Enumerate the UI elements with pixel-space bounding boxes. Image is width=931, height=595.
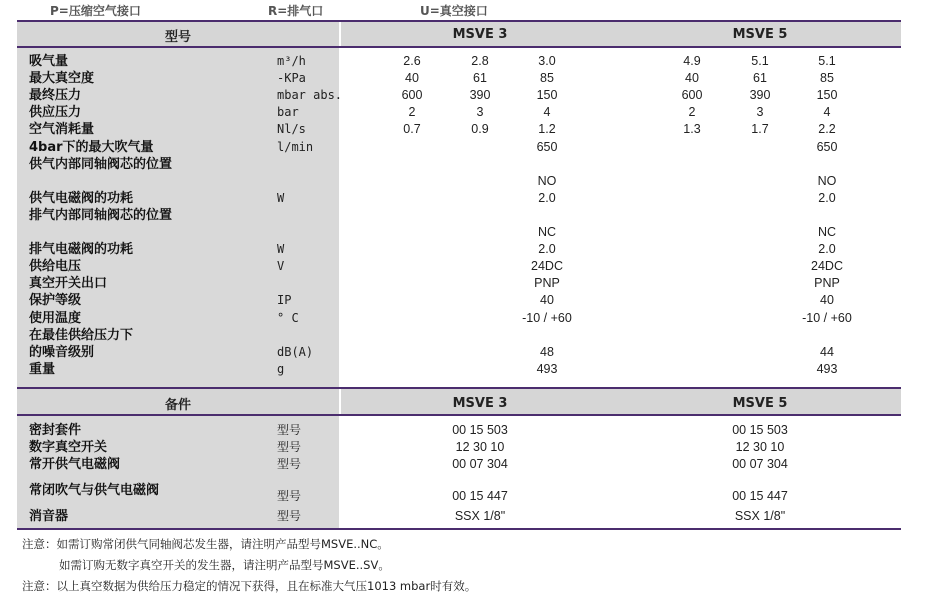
spec-value-msve3: 0.9 xyxy=(471,122,489,136)
acc-row-label: 消音器 xyxy=(29,509,69,524)
acc-row-label: 密封套件 xyxy=(29,423,82,438)
spec-row-unit: W xyxy=(277,242,285,256)
acc-row-label: 常开供气电磁阀 xyxy=(29,457,121,472)
spec-value-msve3: 2.6 xyxy=(403,54,421,68)
acc-value-msve5: 00 07 304 xyxy=(732,457,788,471)
acc-header-parts: 备件 xyxy=(164,398,191,413)
spec-value-msve5: 2 xyxy=(688,105,696,119)
spec-value-msve5: 40 xyxy=(685,71,699,85)
spec-value-msve5: 1.3 xyxy=(683,122,701,136)
spec-value-msve5: 390 xyxy=(749,88,771,102)
spec-value-msve3: 3 xyxy=(476,105,484,119)
spec-top-rule xyxy=(17,20,901,22)
spec-row-label: 空气消耗量 xyxy=(29,122,95,137)
spec-value-msve3: NO xyxy=(537,174,557,188)
acc-header-msve3: MSVE 3 xyxy=(452,396,508,411)
acc-row-unit: 型号 xyxy=(277,509,302,523)
spec-value-msve3: 85 xyxy=(540,71,554,85)
spec-row-label: 重量 xyxy=(29,362,56,377)
spec-value-msve5: 2.0 xyxy=(818,191,836,205)
legend-compressed-air: P=压缩空气接口 xyxy=(50,4,141,18)
note-2: 如需订购无数字真空开关的发生器，请注明产品型号MSVE..SV。 xyxy=(59,558,390,572)
spec-row-unit: Nl/s xyxy=(277,122,306,136)
spec-value-msve3: 61 xyxy=(473,71,487,85)
spec-row-label: 的噪音级别 xyxy=(29,345,95,360)
spec-value-msve5: 61 xyxy=(753,71,767,85)
spec-row-label: 使用温度 xyxy=(29,311,82,326)
acc-row-unit: 型号 xyxy=(277,440,302,454)
spec-value-msve3: 24DC xyxy=(531,259,563,273)
spec-value-msve3: 48 xyxy=(540,345,554,359)
acc-row-unit: 型号 xyxy=(277,489,302,503)
acc-row-label: 数字真空开关 xyxy=(29,440,108,455)
acc-value-msve3: 12 30 10 xyxy=(455,440,505,454)
spec-value-msve3: 0.7 xyxy=(403,122,421,136)
spec-value-msve3: 40 xyxy=(405,71,419,85)
spec-row-label: 真空开关出口 xyxy=(29,276,108,291)
spec-value-msve5: 1.7 xyxy=(751,122,769,136)
spec-value-msve3: 2.0 xyxy=(538,191,556,205)
spec-value-msve3: 3.0 xyxy=(538,54,556,68)
spec-value-msve3: 493 xyxy=(536,362,558,376)
acc-value-msve3: SSX 1/8" xyxy=(454,509,506,523)
spec-value-msve3: -10 / +60 xyxy=(522,311,572,325)
spec-value-msve3: 650 xyxy=(536,140,558,154)
acc-header-rule xyxy=(17,414,901,416)
spec-row-label: 在最佳供给压力下 xyxy=(29,328,134,343)
spec-value-msve5: 4.9 xyxy=(683,54,701,68)
spec-row-unit: l/min xyxy=(277,140,314,154)
spec-header-msve3: MSVE 3 xyxy=(452,27,508,42)
spec-row-label: 供给电压 xyxy=(29,259,82,274)
spec-value-msve5: 493 xyxy=(816,362,838,376)
spec-value-msve5: 5.1 xyxy=(751,54,769,68)
acc-value-msve3: 00 15 503 xyxy=(452,423,508,437)
acc-value-msve3: 00 07 304 xyxy=(452,457,508,471)
spec-value-msve5: 40 xyxy=(820,293,834,307)
spec-value-msve5: 2.2 xyxy=(818,122,836,136)
note-1: 注意：如需订购常闭供气同轴阀芯发生器，请注明产品型号MSVE..NC。 xyxy=(22,537,389,551)
spec-value-msve3: 40 xyxy=(540,293,554,307)
spec-row-unit: g xyxy=(277,362,285,376)
spec-row-unit: m³/h xyxy=(277,54,306,68)
spec-row-unit: V xyxy=(277,259,285,273)
spec-row-label: 最大真空度 xyxy=(29,71,95,86)
spec-value-msve5: 4 xyxy=(823,105,831,119)
spec-value-msve3: 150 xyxy=(536,88,558,102)
spec-row-label: 保护等级 xyxy=(29,293,82,308)
spec-row-unit: mbar abs. xyxy=(277,88,343,102)
spec-value-msve3: 4 xyxy=(543,105,551,119)
spec-value-msve3: PNP xyxy=(534,276,560,290)
spec-row-label: 最终压力 xyxy=(29,88,82,103)
spec-value-msve5: 650 xyxy=(816,140,838,154)
acc-row-unit: 型号 xyxy=(277,423,302,437)
acc-value-msve5: 12 30 10 xyxy=(735,440,785,454)
spec-header-rule xyxy=(17,46,901,48)
spec-value-msve5: 24DC xyxy=(811,259,843,273)
spec-value-msve3: 390 xyxy=(469,88,491,102)
spec-row-label: 排气电磁阀的功耗 xyxy=(29,242,134,257)
spec-row-unit: W xyxy=(277,191,285,205)
legend-vacuum: U=真空接口 xyxy=(420,4,488,18)
spec-value-msve3: 600 xyxy=(401,88,423,102)
acc-header-msve5: MSVE 5 xyxy=(732,396,788,411)
spec-value-msve5: 85 xyxy=(820,71,834,85)
spec-row-unit: dB(A) xyxy=(277,345,314,359)
spec-value-msve5: NC xyxy=(817,225,837,239)
acc-row-unit: 型号 xyxy=(277,457,302,471)
spec-value-msve5: 600 xyxy=(681,88,703,102)
spec-row-label: 吸气量 xyxy=(29,54,69,69)
legend-exhaust: R=排气口 xyxy=(268,4,324,18)
spec-value-msve5: 150 xyxy=(816,88,838,102)
spec-row-unit: -KPa xyxy=(277,71,306,85)
spec-row-unit: ° C xyxy=(277,311,299,325)
spec-value-msve5: 5.1 xyxy=(818,54,836,68)
spec-row-label: 供气电磁阀的功耗 xyxy=(29,191,134,206)
spec-value-msve3: NC xyxy=(537,225,557,239)
acc-value-msve5: 00 15 447 xyxy=(732,489,788,503)
spec-header-model: 型号 xyxy=(164,30,191,45)
acc-row-label: 常闭吹气与供气电磁阀 xyxy=(29,483,160,498)
spec-row-label: 供气内部同轴阀芯的位置 xyxy=(29,157,173,172)
spec-value-msve5: -10 / +60 xyxy=(802,311,852,325)
spec-value-msve3: 2.8 xyxy=(471,54,489,68)
spec-value-msve5: 2.0 xyxy=(818,242,836,256)
spec-column-separator xyxy=(339,21,341,387)
acc-bottom-rule xyxy=(17,528,901,530)
acc-value-msve5: 00 15 503 xyxy=(732,423,788,437)
spec-header-msve5: MSVE 5 xyxy=(732,27,788,42)
spec-value-msve5: NO xyxy=(817,174,837,188)
acc-value-msve5: SSX 1/8" xyxy=(734,509,786,523)
spec-value-msve3: 2 xyxy=(408,105,416,119)
spec-value-msve3: 2.0 xyxy=(538,242,556,256)
spec-row-label: 排气内部同轴阀芯的位置 xyxy=(29,208,173,223)
spec-value-msve3: 1.2 xyxy=(538,122,556,136)
acc-value-msve3: 00 15 447 xyxy=(452,489,508,503)
spec-row-unit: bar xyxy=(277,105,299,119)
spec-row-unit: IP xyxy=(277,293,292,307)
spec-value-msve5: PNP xyxy=(814,276,840,290)
note-3: 注意：以上真空数据为供给压力稳定的情况下获得，且在标准大气压1013 mbar时有效。 xyxy=(22,579,477,593)
spec-value-msve5: 3 xyxy=(756,105,764,119)
spec-row-label: 4bar下的最大吹气量 xyxy=(29,140,154,155)
spec-row-label: 供应压力 xyxy=(29,105,82,120)
spec-value-msve5: 44 xyxy=(820,345,834,359)
